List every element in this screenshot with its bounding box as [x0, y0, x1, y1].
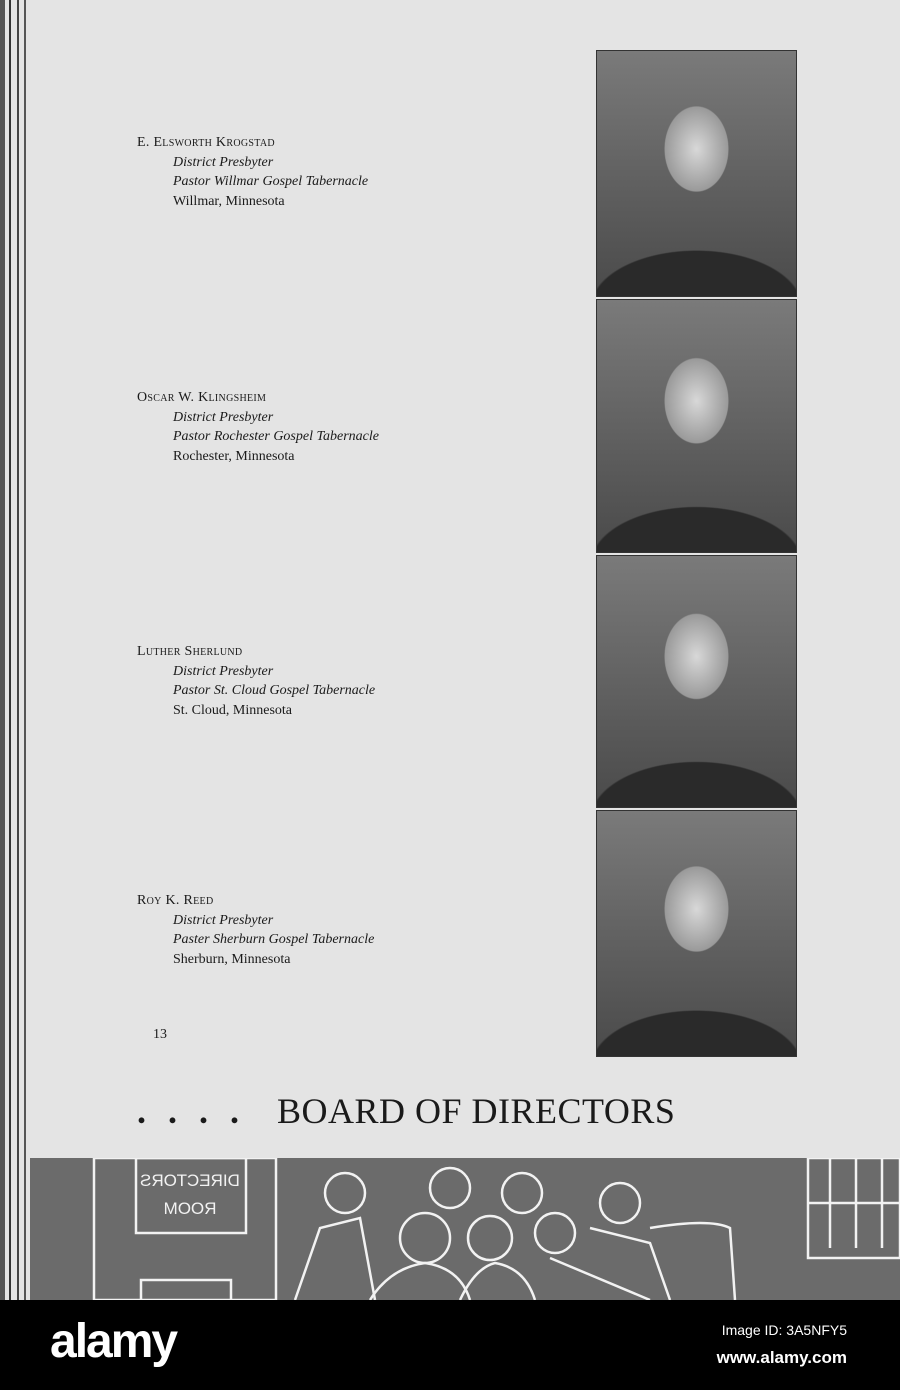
director-name: Oscar W. Klingsheim [137, 390, 267, 405]
director-role: District Presbyter [173, 409, 274, 425]
alamy-url: www.alamy.com [716, 1348, 847, 1367]
director-church: Pastor Willmar Gospel Tabernacle [173, 174, 369, 189]
director-role: District Presbyter [173, 663, 274, 679]
director-church: Pastor St. Cloud Gospel Tabernacle [173, 683, 376, 698]
director-location: Sherburn, Minnesota [173, 951, 291, 967]
director-location: Willmar, Minnesota [173, 193, 285, 209]
title-dots: .... [137, 1091, 261, 1131]
sign-line2: ROOM [163, 1199, 217, 1218]
director-role: District Presbyter [173, 912, 274, 928]
watermark-footer [0, 1300, 900, 1390]
portrait-photo [596, 810, 797, 1057]
board-members-drawing [295, 1168, 735, 1300]
image-id: Image ID: 3A5NFY5 [721, 1322, 847, 1338]
director-role: District Presbyter [173, 154, 274, 170]
director-church: Pastor Rochester Gospel Tabernacle [173, 429, 379, 444]
director-location: St. Cloud, Minnesota [173, 702, 293, 718]
director-entry [137, 133, 368, 211]
page-border-stripes [0, 0, 30, 1300]
title-text: BOARD OF DIRECTORS [277, 1091, 676, 1131]
director-entry [137, 388, 379, 466]
director-name: E. Elsworth Krogstad [137, 135, 275, 150]
sign-line1: DIRECTORS [140, 1171, 240, 1190]
portrait-photo [596, 50, 797, 297]
page-number: 13 [153, 1027, 167, 1042]
alamy-logo: alamy [50, 1315, 177, 1368]
portrait-photo [596, 555, 797, 808]
director-church: Paster Sherburn Gospel Tabernacle [173, 932, 375, 947]
director-entry [137, 642, 375, 720]
boardroom-illustration [30, 1158, 900, 1300]
director-name: Luther Sherlund [137, 644, 243, 659]
director-name: Roy K. Reed [137, 893, 214, 908]
section-title [137, 1090, 675, 1132]
director-location: Rochester, Minnesota [173, 448, 295, 464]
director-entry [137, 891, 374, 969]
portrait-photo [596, 299, 797, 553]
